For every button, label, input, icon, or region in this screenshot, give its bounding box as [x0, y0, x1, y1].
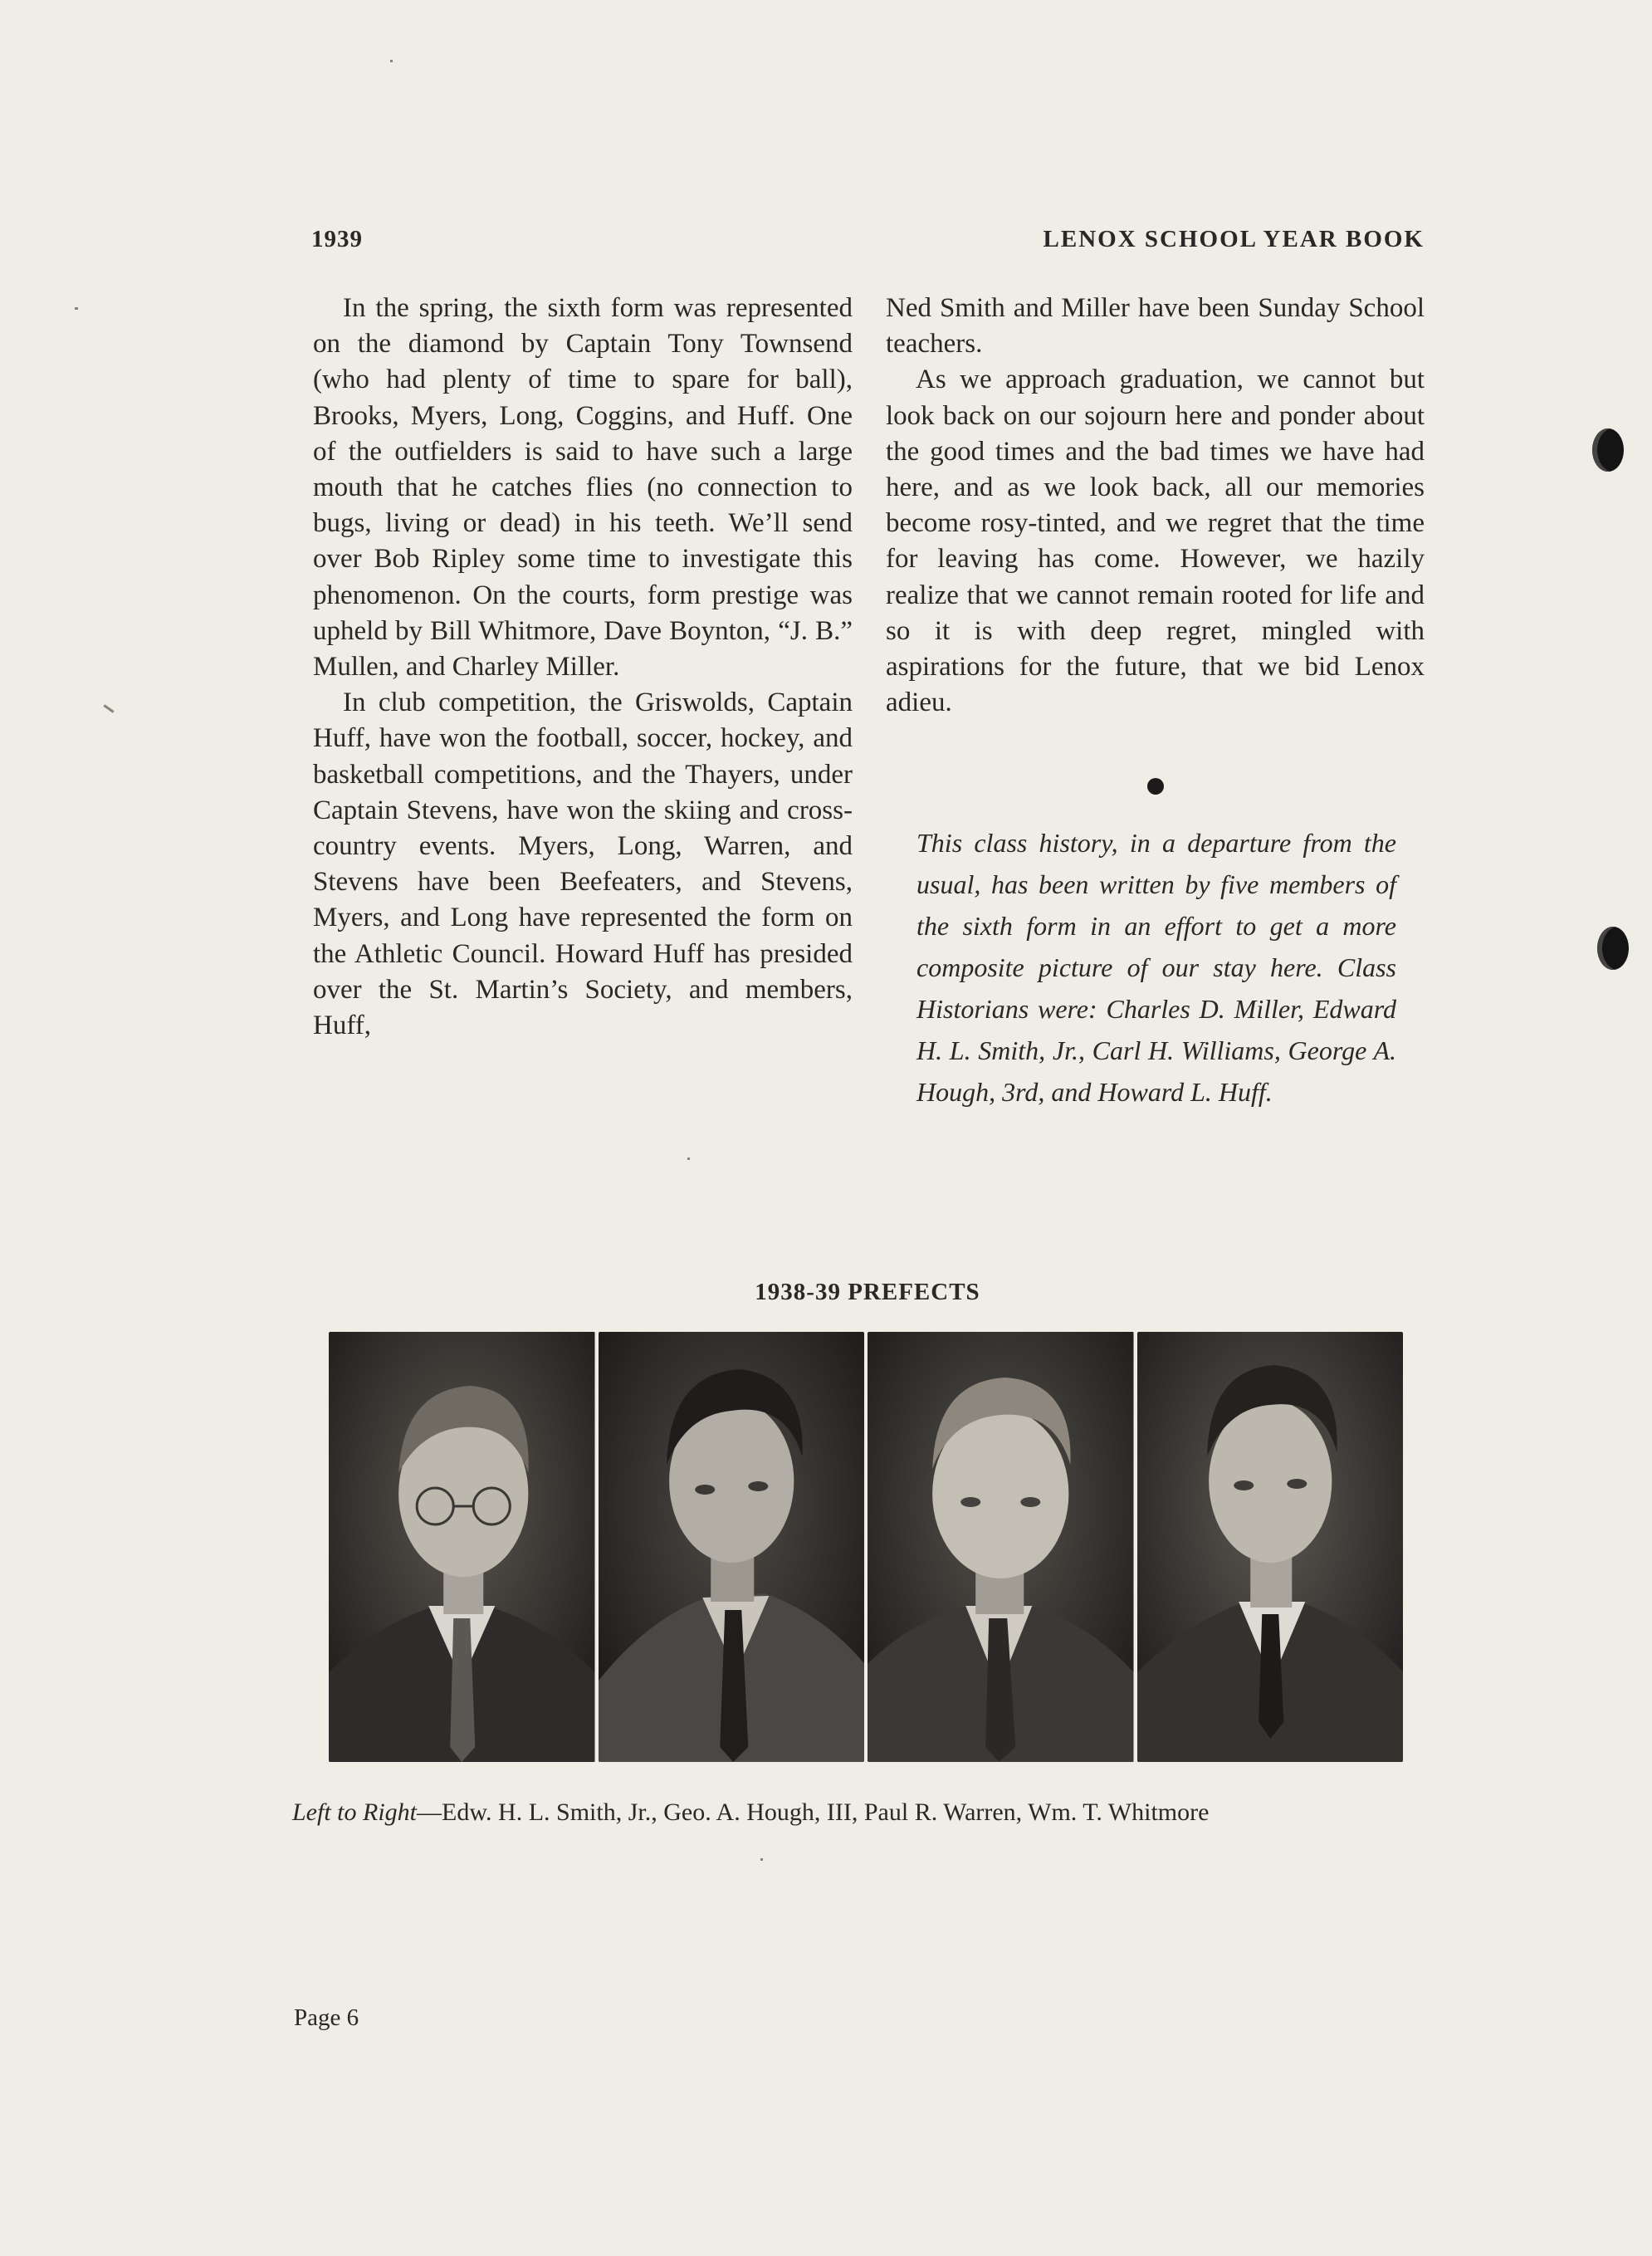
right-paragraph-1: As we approach graduation, we cannot but look back on our sojourn here and ponder about the good times and the bad times we have had here, and as we look back, all our memories become rosy-tinted, and we regret that the time for leaving has come. However, we hazily realize that we cannot remain rooted for life and so it is with deep regret, mingled with aspirations for the future, that we bid Lenox adieu. [886, 365, 1425, 718]
class-history-note-text: This class history, in a departure from the usual, has been written by five members of the sixth form in an effort to get a more composite picture of our stay here. Class Historians were: Charles D. Miller, Edward H. L. Smith, Jr., Carl H. Williams, George A. Hough, 3rd, and Howard L. Huff. [916, 828, 1396, 1107]
prefects-caption [292, 1798, 1209, 1827]
paper-speck [390, 60, 393, 62]
paper-speck [75, 307, 78, 310]
left-paragraph-2: In club competition, the Griswolds, Captain Huff, have won the football, soccer, hockey, and basketball competitions, and the Thayers, under Captain Stevens, have won the skiing and cross-country events. Myers, Long, Warren, and Stevens have been Beefeaters, and Stevens, Myers, and Long have represented the form on the Athletic Council. Howard Huff has presided over the St. Martin’s Society, and members, Huff, [313, 688, 853, 1041]
prefects-title: 1938-39 PREFECTS [755, 1279, 980, 1305]
punch-hole-bottom [1597, 927, 1629, 970]
page-number: Page 6 [294, 2004, 359, 2031]
punch-hole-top [1592, 428, 1624, 472]
section-bullet [1147, 778, 1164, 795]
header-year: 1939 [311, 226, 363, 252]
prefects-photo-strip [329, 1332, 1403, 1762]
right-continuation: Ned Smith and Miller have been Sunday School teachers. [886, 293, 1425, 360]
class-history-note [916, 822, 1396, 1113]
left-column [313, 291, 853, 1044]
paper-speck [687, 1157, 690, 1160]
caption-names: —Edw. H. L. Smith, Jr., Geo. A. Hough, III, Paul R. Warren, Wm. T. Whitmore [417, 1798, 1210, 1826]
header-title: LENOX SCHOOL YEAR BOOK [1043, 226, 1425, 252]
paper-speck [760, 1858, 763, 1861]
left-paragraph-1: In the spring, the sixth form was represented on the diamond by Captain Tony Townsend (who had plenty of time to spare for ball), Brooks, Myers, Long, Coggins, and Huff. One of the outfielders is said to have such a large mouth that he catches flies (no connection to bugs, living or dead) in his teeth. We’ll send over Bob Ripley some time to investigate this phenomenon. On the courts, form prestige was upheld by Bill Whitmore, Dave Boynton, “J. B.” Mullen, and Charley Miller. [313, 293, 853, 683]
right-column [886, 291, 1425, 721]
prefect-portrait-1 [329, 1332, 595, 1762]
prefect-portrait-4 [1137, 1332, 1404, 1762]
prefect-portrait-3 [868, 1332, 1134, 1762]
caption-lead: Left to Right [292, 1798, 417, 1826]
prefect-portrait-2 [599, 1332, 865, 1762]
paper-speck [103, 704, 114, 712]
